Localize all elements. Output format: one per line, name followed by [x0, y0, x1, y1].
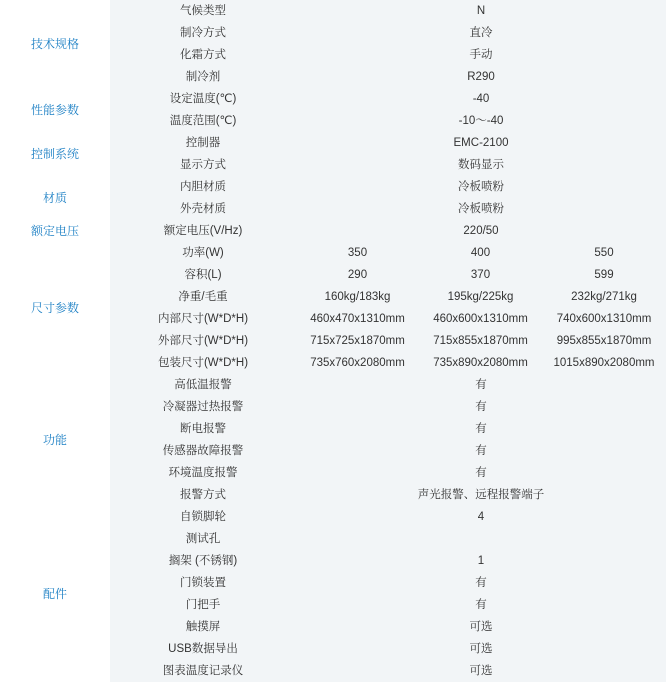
- parameter-name-cell: USB数据导出: [110, 638, 296, 660]
- value-cell: 550: [542, 242, 666, 264]
- value-cell: R290: [296, 66, 666, 88]
- value-cell: 可选: [296, 660, 666, 682]
- value-cell: [296, 528, 666, 550]
- category-cell: 额定电压: [0, 220, 110, 242]
- table-row: [0, 374, 666, 396]
- value-cell: EMC-2100: [296, 132, 666, 154]
- value-cell: 冷板喷粉: [296, 198, 666, 220]
- parameter-name-cell: 触摸屏: [110, 616, 296, 638]
- value-cell: 460x470x1310mm: [296, 308, 419, 330]
- parameter-name-cell: 环境温度报警: [110, 462, 296, 484]
- value-cell: 有: [296, 374, 666, 396]
- value-cell: 有: [296, 462, 666, 484]
- value-cell: 可选: [296, 638, 666, 660]
- value-cell: 160kg/183kg: [296, 286, 419, 308]
- parameter-name-cell: 自锁脚轮: [110, 506, 296, 528]
- value-cell: 有: [296, 440, 666, 462]
- value-cell: 735x890x2080mm: [419, 352, 542, 374]
- parameter-name-cell: 传感器故障报警: [110, 440, 296, 462]
- parameter-name-cell: 制冷方式: [110, 22, 296, 44]
- value-cell: -10～-40: [296, 110, 666, 132]
- parameter-name-cell: 功率(W): [110, 242, 296, 264]
- value-cell: 声光报警、远程报警端子: [296, 484, 666, 506]
- category-cell: 功能: [0, 374, 110, 506]
- category-cell: 技术规格: [0, 0, 110, 88]
- value-cell: 715x725x1870mm: [296, 330, 419, 352]
- parameter-name-cell: 测试孔: [110, 528, 296, 550]
- value-cell: 460x600x1310mm: [419, 308, 542, 330]
- value-cell: 有: [296, 594, 666, 616]
- parameter-name-cell: 外壳材质: [110, 198, 296, 220]
- value-cell: 290: [296, 264, 419, 286]
- value-cell: 4: [296, 506, 666, 528]
- parameter-name-cell: 控制器: [110, 132, 296, 154]
- parameter-name-cell: 断电报警: [110, 418, 296, 440]
- value-cell: 370: [419, 264, 542, 286]
- category-cell: 材质: [0, 176, 110, 220]
- value-cell: 599: [542, 264, 666, 286]
- parameter-name-cell: 制冷剂: [110, 66, 296, 88]
- value-cell: -40: [296, 88, 666, 110]
- value-cell: 220/50: [296, 220, 666, 242]
- value-cell: 1015x890x2080mm: [542, 352, 666, 374]
- value-cell: 195kg/225kg: [419, 286, 542, 308]
- parameter-name-cell: 报警方式: [110, 484, 296, 506]
- value-cell: 直冷: [296, 22, 666, 44]
- category-cell: 性能参数: [0, 88, 110, 132]
- value-cell: 740x600x1310mm: [542, 308, 666, 330]
- parameter-name-cell: 化霜方式: [110, 44, 296, 66]
- parameter-name-cell: 内胆材质: [110, 176, 296, 198]
- parameter-name-cell: 包装尺寸(W*D*H): [110, 352, 296, 374]
- parameter-name-cell: 容积(L): [110, 264, 296, 286]
- parameter-name-cell: 门把手: [110, 594, 296, 616]
- table-row: [0, 0, 666, 22]
- table-row: [0, 176, 666, 198]
- table-row: [0, 132, 666, 154]
- value-cell: 冷板喷粉: [296, 176, 666, 198]
- parameter-name-cell: 气候类型: [110, 0, 296, 22]
- parameter-name-cell: 门锁装置: [110, 572, 296, 594]
- value-cell: 400: [419, 242, 542, 264]
- value-cell: 715x855x1870mm: [419, 330, 542, 352]
- parameter-name-cell: 外部尺寸(W*D*H): [110, 330, 296, 352]
- value-cell: 有: [296, 418, 666, 440]
- value-cell: 735x760x2080mm: [296, 352, 419, 374]
- value-cell: 232kg/271kg: [542, 286, 666, 308]
- value-cell: 数码显示: [296, 154, 666, 176]
- parameter-name-cell: 显示方式: [110, 154, 296, 176]
- category-cell: 配件: [0, 506, 110, 682]
- parameter-name-cell: 设定温度(℃): [110, 88, 296, 110]
- value-cell: 350: [296, 242, 419, 264]
- value-cell: 手动: [296, 44, 666, 66]
- table-row: [0, 242, 666, 264]
- table-row: [0, 88, 666, 110]
- parameter-name-cell: 高低温报警: [110, 374, 296, 396]
- parameter-name-cell: 搁架 (不锈钢): [110, 550, 296, 572]
- value-cell: 有: [296, 396, 666, 418]
- parameter-name-cell: 内部尺寸(W*D*H): [110, 308, 296, 330]
- table-row: [0, 220, 666, 242]
- category-cell: 尺寸参数: [0, 242, 110, 374]
- category-cell: 控制系统: [0, 132, 110, 176]
- value-cell: 可选: [296, 616, 666, 638]
- value-cell: 995x855x1870mm: [542, 330, 666, 352]
- parameter-name-cell: 冷凝器过热报警: [110, 396, 296, 418]
- value-cell: 有: [296, 572, 666, 594]
- parameter-name-cell: 图表温度记录仪: [110, 660, 296, 682]
- parameter-name-cell: 温度范围(℃): [110, 110, 296, 132]
- value-cell: 1: [296, 550, 666, 572]
- parameter-name-cell: 额定电压(V/Hz): [110, 220, 296, 242]
- parameter-name-cell: 净重/毛重: [110, 286, 296, 308]
- value-cell: N: [296, 0, 666, 22]
- table-row: [0, 506, 666, 528]
